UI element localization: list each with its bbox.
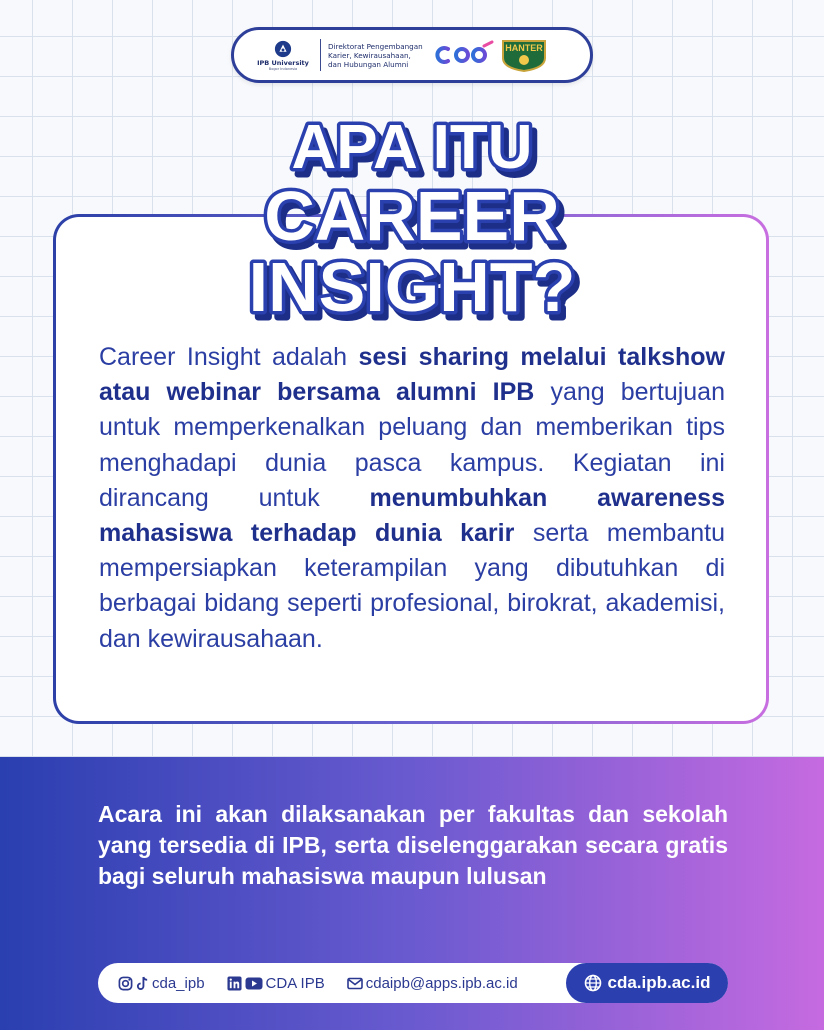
linkedin-icon [227,976,242,991]
globe-icon [584,974,602,992]
para-text: yang bertujuan untuk memperkenalkan peluang dan memberikan tips menghadapi dunia pasca kampus. Kegiatan ini dirancang untuk [99,378,725,512]
page-title [220,108,610,330]
ipb-logo [252,40,314,71]
title-line-3: INSIGHT? [248,248,576,326]
email-label: cdaipb@apps.ipb.ac.id [365,974,518,992]
ipb-subtitle: Bogor Indonesia [268,66,298,71]
directorate-line: Direktorat Pengembangan [328,41,423,51]
ipb-name: IPB University [257,58,309,67]
para-bold: menumbuhkan awareness mahasiswa terhadap dunia karir [99,483,725,548]
cda-logo [434,40,498,70]
hanter-logo [500,38,548,72]
description-paragraph [99,340,725,657]
website-link[interactable] [566,963,728,1003]
title-line-2: CAREER [264,177,560,255]
band-text: Acara ini akan dilaksanakan per fakultas dan sekolah yang tersedia di IPB, serta diselenggarakan secara [98,801,728,858]
social-handle[interactable] [118,975,205,992]
youtube-icon [245,976,263,991]
directorate-line: Karier, Kewirausahaan, [328,50,411,60]
email-contact[interactable] [347,975,518,992]
contact-bar [98,963,728,1003]
social-handle-label: cda_ipb [152,974,205,992]
channel-name[interactable] [227,975,325,992]
tiktok-icon [136,976,149,991]
website-label: cda.ipb.ac.id [607,973,711,992]
para-text: serta membantu mempersiapkan keterampilan yang dibutuhkan di berbagai bidang seperti profesional, birokrat, akademisi, dan kewirausahaan. [99,519,725,653]
header-logo-bar [231,27,593,83]
event-info-text [98,799,728,892]
header-divider [320,39,321,71]
band-text: bagi seluruh mahasiswa maupun lulusan [98,863,547,889]
channel-name-label: CDA IPB [265,974,325,992]
svg-text:HANTER: HANTER [505,43,543,53]
para-bold: sesi sharing melalui talkshow atau webinar bersama alumni IPB [99,343,726,407]
directorate-name [328,42,428,69]
title-line-1: APA ITU [291,113,533,182]
band-emphasis: gratis [665,832,728,858]
mail-icon [347,977,363,990]
para-text: Career Insight adalah [99,343,359,371]
ipb-emblem-icon [274,40,292,58]
directorate-line: dan Hubungan Alumni [328,59,409,69]
instagram-icon [118,976,133,991]
